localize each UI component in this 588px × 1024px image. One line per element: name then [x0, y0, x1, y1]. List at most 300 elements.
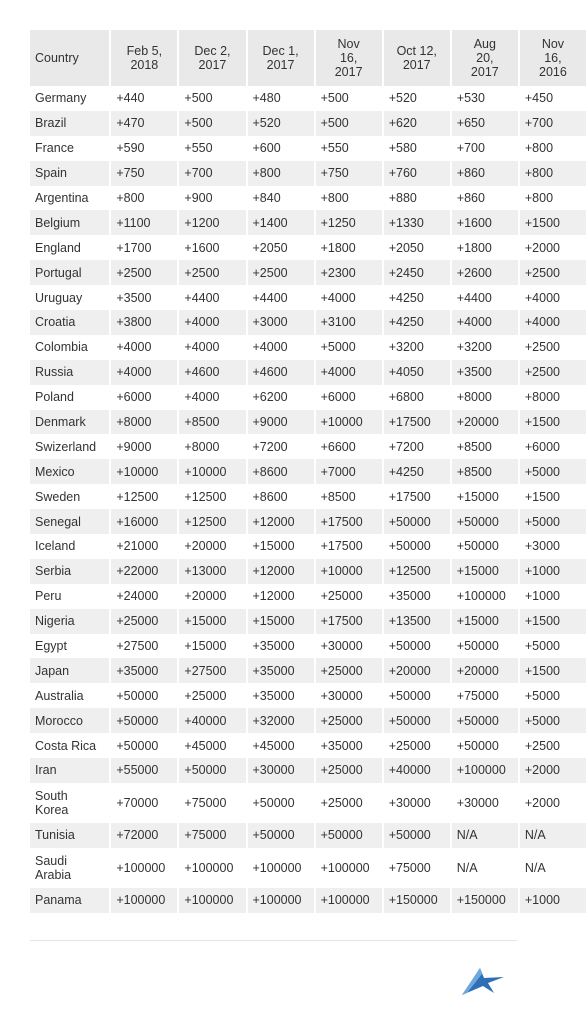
country-cell: Egypt	[30, 634, 109, 659]
odds-cell: +590	[111, 136, 177, 161]
odds-cell: +100000	[111, 848, 177, 888]
odds-cell: +20000	[452, 658, 518, 683]
table-row	[30, 459, 586, 484]
odds-cell: +24000	[111, 584, 177, 609]
odds-cell: +860	[452, 186, 518, 211]
country-cell: Argentina	[30, 186, 109, 211]
odds-cell: +1600	[179, 235, 245, 260]
country-cell: Peru	[30, 584, 109, 609]
country-cell: Tunisia	[30, 823, 109, 848]
odds-cell: +2500	[520, 360, 586, 385]
table-row	[30, 210, 586, 235]
table-row	[30, 86, 586, 111]
odds-cell: +840	[248, 186, 314, 211]
table-row	[30, 484, 586, 509]
table-row	[30, 260, 586, 285]
odds-cell: +30000	[316, 634, 382, 659]
odds-cell: +75000	[452, 683, 518, 708]
odds-cell: +13000	[179, 559, 245, 584]
odds-cell: +3100	[316, 310, 382, 335]
odds-cell: +10000	[111, 459, 177, 484]
country-cell: Serbia	[30, 559, 109, 584]
odds-cell: +1500	[520, 410, 586, 435]
odds-cell: +2500	[111, 260, 177, 285]
odds-cell: +4400	[452, 285, 518, 310]
odds-cell: +4000	[316, 285, 382, 310]
odds-cell: +480	[248, 86, 314, 111]
odds-cell: +5000	[520, 459, 586, 484]
odds-cell: +30000	[248, 758, 314, 783]
table-body	[30, 86, 586, 913]
odds-cell: +1000	[520, 559, 586, 584]
odds-cell: +1500	[520, 484, 586, 509]
odds-cell: +75000	[179, 823, 245, 848]
odds-cell: +2500	[520, 733, 586, 758]
odds-cell: +30000	[384, 783, 450, 823]
odds-cell: +27500	[111, 634, 177, 659]
odds-cell: +500	[316, 111, 382, 136]
odds-cell: +2000	[520, 758, 586, 783]
odds-cell: +50000	[452, 509, 518, 534]
odds-cell: +25000	[316, 758, 382, 783]
odds-cell: +4000	[111, 360, 177, 385]
country-cell: Panama	[30, 888, 109, 913]
country-cell: Spain	[30, 161, 109, 186]
odds-cell: +15000	[248, 534, 314, 559]
country-cell: Russia	[30, 360, 109, 385]
odds-cell: +470	[111, 111, 177, 136]
odds-cell: +45000	[179, 733, 245, 758]
table-row	[30, 335, 586, 360]
odds-table	[28, 30, 588, 913]
column-header-date: Nov 16, 2017	[316, 30, 382, 86]
odds-cell: +550	[316, 136, 382, 161]
odds-cell: +100000	[248, 848, 314, 888]
odds-cell: +620	[384, 111, 450, 136]
header-row	[30, 30, 586, 86]
odds-cell: N/A	[452, 823, 518, 848]
country-cell: Croatia	[30, 310, 109, 335]
country-cell: Saudi Arabia	[30, 848, 109, 888]
odds-cell: +9000	[111, 434, 177, 459]
table-row	[30, 434, 586, 459]
odds-cell: +50000	[248, 823, 314, 848]
odds-cell: +9000	[248, 410, 314, 435]
odds-cell: +7000	[316, 459, 382, 484]
table-row	[30, 136, 586, 161]
odds-cell: +8600	[248, 459, 314, 484]
odds-cell: +2500	[520, 260, 586, 285]
odds-cell: +530	[452, 86, 518, 111]
odds-cell: +15000	[452, 609, 518, 634]
table-row	[30, 186, 586, 211]
odds-cell: +600	[248, 136, 314, 161]
odds-cell: +100000	[452, 758, 518, 783]
odds-cell: +20000	[384, 658, 450, 683]
odds-cell: +50000	[384, 634, 450, 659]
odds-cell: +1200	[179, 210, 245, 235]
odds-cell: N/A	[520, 823, 586, 848]
odds-cell: +16000	[111, 509, 177, 534]
odds-cell: +3000	[520, 534, 586, 559]
odds-cell: +7200	[384, 434, 450, 459]
odds-cell: +17500	[316, 609, 382, 634]
country-cell: Iran	[30, 758, 109, 783]
table-row	[30, 584, 586, 609]
odds-cell: +55000	[111, 758, 177, 783]
country-cell: Morocco	[30, 708, 109, 733]
arrow-star-logo-icon	[458, 964, 506, 998]
odds-cell: +12500	[111, 484, 177, 509]
odds-cell: +8000	[520, 385, 586, 410]
odds-cell: +520	[248, 111, 314, 136]
country-cell: England	[30, 235, 109, 260]
table-row	[30, 559, 586, 584]
odds-cell: +520	[384, 86, 450, 111]
odds-cell: +100000	[179, 888, 245, 913]
odds-cell: +7200	[248, 434, 314, 459]
odds-cell: N/A	[452, 848, 518, 888]
odds-cell: +45000	[248, 733, 314, 758]
odds-cell: +35000	[384, 584, 450, 609]
odds-cell: +3200	[452, 335, 518, 360]
odds-cell: +440	[111, 86, 177, 111]
odds-cell: +70000	[111, 783, 177, 823]
odds-cell: +32000	[248, 708, 314, 733]
odds-cell: +12000	[248, 509, 314, 534]
country-cell: Portugal	[30, 260, 109, 285]
odds-cell: +30000	[452, 783, 518, 823]
odds-cell: +50000	[452, 534, 518, 559]
odds-cell: +8000	[452, 385, 518, 410]
odds-cell: +35000	[248, 658, 314, 683]
odds-cell: +75000	[179, 783, 245, 823]
odds-cell: +35000	[111, 658, 177, 683]
odds-cell: +4600	[248, 360, 314, 385]
table-row	[30, 534, 586, 559]
odds-cell: +880	[384, 186, 450, 211]
odds-cell: +450	[520, 86, 586, 111]
odds-cell: +4250	[384, 310, 450, 335]
odds-cell: +50000	[111, 733, 177, 758]
odds-cell: +900	[179, 186, 245, 211]
country-cell: Costa Rica	[30, 733, 109, 758]
odds-cell: +5000	[520, 708, 586, 733]
odds-cell: +1500	[520, 210, 586, 235]
odds-cell: +20000	[452, 410, 518, 435]
table-row	[30, 683, 586, 708]
table-row	[30, 609, 586, 634]
odds-cell: +20000	[179, 534, 245, 559]
odds-cell: +21000	[111, 534, 177, 559]
odds-cell: +500	[179, 86, 245, 111]
odds-cell: +2600	[452, 260, 518, 285]
odds-cell: +12000	[248, 584, 314, 609]
odds-cell: N/A	[520, 848, 586, 888]
table-row	[30, 385, 586, 410]
country-cell: Brazil	[30, 111, 109, 136]
odds-cell: +27500	[179, 658, 245, 683]
odds-cell: +700	[452, 136, 518, 161]
country-cell: Poland	[30, 385, 109, 410]
odds-cell: +15000	[179, 609, 245, 634]
country-cell: Iceland	[30, 534, 109, 559]
odds-cell: +6800	[384, 385, 450, 410]
odds-cell: +40000	[384, 758, 450, 783]
odds-cell: +8600	[248, 484, 314, 509]
column-header-date: Dec 1, 2017	[248, 30, 314, 86]
odds-cell: +800	[248, 161, 314, 186]
table-row	[30, 823, 586, 848]
country-cell: Nigeria	[30, 609, 109, 634]
odds-cell: +8000	[111, 410, 177, 435]
odds-cell: +4400	[179, 285, 245, 310]
odds-cell: +1100	[111, 210, 177, 235]
odds-cell: +100000	[316, 888, 382, 913]
odds-cell: +1000	[520, 584, 586, 609]
odds-cell: +4400	[248, 285, 314, 310]
odds-cell: +4000	[520, 285, 586, 310]
country-cell: Colombia	[30, 335, 109, 360]
odds-cell: +17500	[384, 484, 450, 509]
country-cell: Sweden	[30, 484, 109, 509]
odds-cell: +35000	[248, 634, 314, 659]
odds-cell: +650	[452, 111, 518, 136]
country-cell: Swizerland	[30, 434, 109, 459]
odds-cell: +1400	[248, 210, 314, 235]
column-header-country: Country	[30, 30, 109, 86]
table-row	[30, 509, 586, 534]
odds-cell: +2500	[520, 335, 586, 360]
odds-cell: +100000	[111, 888, 177, 913]
odds-cell: +25000	[316, 783, 382, 823]
odds-cell: +100000	[248, 888, 314, 913]
odds-cell: +35000	[316, 733, 382, 758]
country-cell: Japan	[30, 658, 109, 683]
odds-cell: +15000	[452, 484, 518, 509]
country-cell: Senegal	[30, 509, 109, 534]
odds-cell: +50000	[452, 708, 518, 733]
odds-cell: +4250	[384, 285, 450, 310]
odds-cell: +580	[384, 136, 450, 161]
table-row	[30, 733, 586, 758]
odds-cell: +5000	[316, 335, 382, 360]
odds-cell: +12500	[384, 559, 450, 584]
odds-cell: +3800	[111, 310, 177, 335]
country-cell: South Korea	[30, 783, 109, 823]
odds-cell: +4000	[316, 360, 382, 385]
odds-cell: +550	[179, 136, 245, 161]
odds-cell: +800	[520, 186, 586, 211]
odds-cell: +1800	[316, 235, 382, 260]
odds-cell: +8500	[452, 434, 518, 459]
odds-cell: +5000	[520, 683, 586, 708]
odds-cell: +2500	[179, 260, 245, 285]
odds-cell: +15000	[179, 634, 245, 659]
odds-cell: +2000	[520, 783, 586, 823]
odds-cell: +1250	[316, 210, 382, 235]
odds-cell: +17500	[316, 534, 382, 559]
table-row	[30, 310, 586, 335]
odds-cell: +100000	[179, 848, 245, 888]
odds-cell: +8000	[179, 434, 245, 459]
odds-cell: +75000	[384, 848, 450, 888]
odds-cell: +150000	[384, 888, 450, 913]
odds-cell: +750	[316, 161, 382, 186]
table-row	[30, 783, 586, 823]
odds-cell: +860	[452, 161, 518, 186]
table-row	[30, 161, 586, 186]
odds-cell: +50000	[452, 733, 518, 758]
odds-cell: +800	[316, 186, 382, 211]
odds-cell: +12500	[179, 484, 245, 509]
odds-cell: +50000	[111, 708, 177, 733]
odds-cell: +25000	[179, 683, 245, 708]
odds-cell: +25000	[316, 658, 382, 683]
odds-cell: +2450	[384, 260, 450, 285]
odds-cell: +25000	[111, 609, 177, 634]
odds-cell: +50000	[384, 683, 450, 708]
odds-cell: +25000	[316, 584, 382, 609]
odds-cell: +1600	[452, 210, 518, 235]
table-row	[30, 758, 586, 783]
odds-cell: +150000	[452, 888, 518, 913]
odds-cell: +3000	[248, 310, 314, 335]
odds-cell: +13500	[384, 609, 450, 634]
odds-cell: +50000	[384, 708, 450, 733]
odds-cell: +20000	[179, 584, 245, 609]
table-row	[30, 848, 586, 888]
odds-cell: +2050	[248, 235, 314, 260]
odds-cell: +1500	[520, 658, 586, 683]
odds-cell: +800	[520, 136, 586, 161]
country-cell: Belgium	[30, 210, 109, 235]
country-cell: Uruguay	[30, 285, 109, 310]
odds-cell: +6600	[316, 434, 382, 459]
odds-cell: +4000	[179, 335, 245, 360]
column-header-date: Feb 5, 2018	[111, 30, 177, 86]
odds-cell: +40000	[179, 708, 245, 733]
odds-cell: +2300	[316, 260, 382, 285]
odds-table-container	[30, 30, 567, 913]
odds-cell: +25000	[384, 733, 450, 758]
odds-cell: +1330	[384, 210, 450, 235]
odds-cell: +4000	[452, 310, 518, 335]
odds-cell: +25000	[316, 708, 382, 733]
odds-cell: +1000	[520, 888, 586, 913]
odds-cell: +6200	[248, 385, 314, 410]
odds-cell: +100000	[316, 848, 382, 888]
country-cell: France	[30, 136, 109, 161]
odds-cell: +6000	[316, 385, 382, 410]
odds-cell: +760	[384, 161, 450, 186]
odds-cell: +4050	[384, 360, 450, 385]
odds-cell: +12500	[179, 509, 245, 534]
odds-cell: +800	[111, 186, 177, 211]
table-row	[30, 111, 586, 136]
odds-cell: +3500	[111, 285, 177, 310]
country-cell: Mexico	[30, 459, 109, 484]
odds-cell: +10000	[316, 559, 382, 584]
odds-cell: +5000	[520, 634, 586, 659]
odds-cell: +35000	[248, 683, 314, 708]
odds-cell: +500	[179, 111, 245, 136]
odds-cell: +10000	[179, 459, 245, 484]
odds-cell: +8500	[316, 484, 382, 509]
odds-cell: +50000	[316, 823, 382, 848]
odds-cell: +50000	[248, 783, 314, 823]
odds-cell: +4600	[179, 360, 245, 385]
odds-cell: +2050	[384, 235, 450, 260]
odds-cell: +50000	[384, 823, 450, 848]
column-header-date: Oct 12, 2017	[384, 30, 450, 86]
odds-cell: +4000	[111, 335, 177, 360]
column-header-date: Aug 20, 2017	[452, 30, 518, 86]
table-row	[30, 658, 586, 683]
table-row	[30, 708, 586, 733]
odds-cell: +8500	[452, 459, 518, 484]
odds-cell: +50000	[111, 683, 177, 708]
odds-cell: +50000	[384, 509, 450, 534]
odds-cell: +15000	[248, 609, 314, 634]
odds-cell: +15000	[452, 559, 518, 584]
odds-cell: +17500	[384, 410, 450, 435]
country-cell: Australia	[30, 683, 109, 708]
odds-cell: +1500	[520, 609, 586, 634]
odds-cell: +750	[111, 161, 177, 186]
odds-cell: +4000	[179, 310, 245, 335]
odds-cell: +4250	[384, 459, 450, 484]
odds-cell: +3500	[452, 360, 518, 385]
country-cell: Germany	[30, 86, 109, 111]
odds-cell: +50000	[452, 634, 518, 659]
odds-cell: +30000	[316, 683, 382, 708]
odds-cell: +500	[316, 86, 382, 111]
country-cell: Denmark	[30, 410, 109, 435]
table-row	[30, 634, 586, 659]
odds-cell: +4000	[179, 385, 245, 410]
odds-cell: +2000	[520, 235, 586, 260]
odds-cell: +800	[520, 161, 586, 186]
odds-cell: +1700	[111, 235, 177, 260]
table-row	[30, 285, 586, 310]
table-row	[30, 235, 586, 260]
odds-cell: +6000	[520, 434, 586, 459]
odds-cell: +22000	[111, 559, 177, 584]
column-header-date: Nov 16, 2016	[520, 30, 586, 86]
odds-cell: +1800	[452, 235, 518, 260]
odds-cell: +12000	[248, 559, 314, 584]
table-row	[30, 360, 586, 385]
odds-cell: +2500	[248, 260, 314, 285]
odds-cell: +6000	[111, 385, 177, 410]
odds-cell: +5000	[520, 509, 586, 534]
odds-cell: +8500	[179, 410, 245, 435]
footer-divider	[30, 940, 517, 941]
odds-cell: +100000	[452, 584, 518, 609]
odds-cell: +700	[520, 111, 586, 136]
odds-cell: +4000	[248, 335, 314, 360]
odds-cell: +17500	[316, 509, 382, 534]
odds-cell: +3200	[384, 335, 450, 360]
odds-cell: +4000	[520, 310, 586, 335]
odds-cell: +10000	[316, 410, 382, 435]
table-row	[30, 888, 586, 913]
odds-cell: +700	[179, 161, 245, 186]
odds-cell: +50000	[179, 758, 245, 783]
table-row	[30, 410, 586, 435]
odds-cell: +50000	[384, 534, 450, 559]
